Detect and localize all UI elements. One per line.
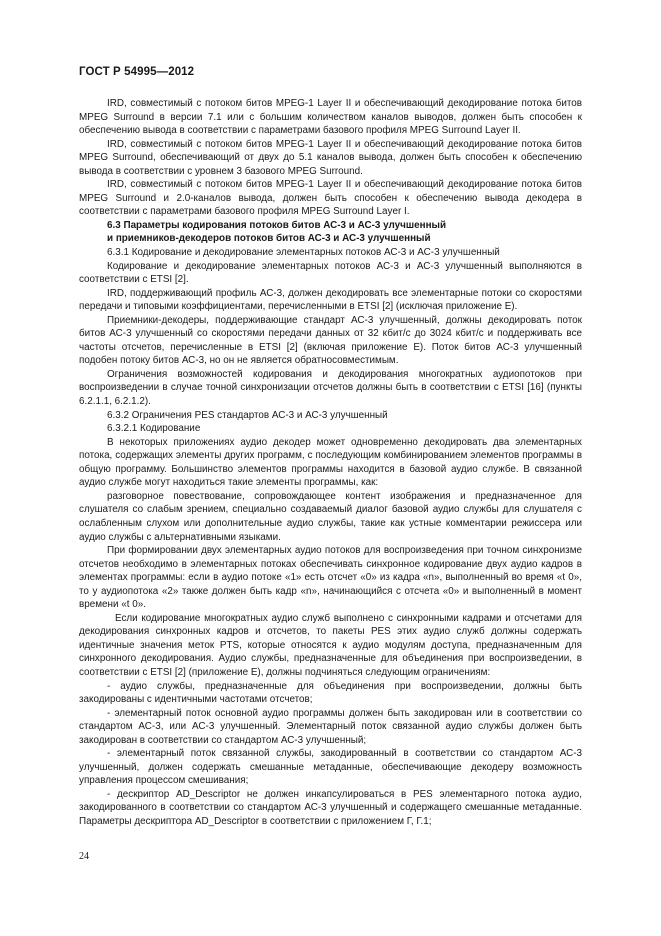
list-item: - дескриптор AD_Descriptor не должен инкапсулироваться в PES элементарного потока аудио, закодированного в соответствии со стандартом АС-3 улучшенный и содержащего смешанные метаданные. Параметры дескриптора AD_Descriptor в соответствии с приложением Г, Г.1;: [79, 788, 582, 827]
section-heading: 6.3 Параметры кодирования потоков битов АС-3 и АС-3 улучшенный: [107, 219, 447, 231]
paragraph: Ограничения возможностей кодирования и декодирования многократных аудиопотоков при воспроизведении в случае точной синхронизации отсчетов должны быть в соответствии с ETSI [16] (пункты 6.2.1.1, 6.2.1.2).: [79, 368, 582, 408]
paragraph: При формировании двух элементарных аудио потоков для воспроизведения при точном синхронизме отсчетов необходимо в элементарных потоках обеспечивать синхронное кодирование двух аудио кадров в элементах программы: если в аудио потоке «1» есть отсчет «0» из кадра «n», выполненный во время «t 0», то у аудиопотока «2» также должен быть кадр «n», начинающийся с отсчета «0» и выполненный в момент времени «t 0».: [79, 545, 582, 611]
paragraph: Приемники-декодеры, поддерживающие стандарт АС-3 улучшенный, должны декодировать поток битов АС-3 улучшенный со скоростями передачи данных от 32 кбит/с до 3024 кбит/с и поддерживать все частоты отсчетов, перечисленные в ETSI [2] (включая приложение Е). Поток битов АС-3 улучшенный подобен потоку битов АС-3, но он не является обратносовместимым.: [79, 314, 582, 367]
paragraph: IRD, совместимый с потоком битов MPEG-1 Layer II и обеспечивающий декодирование потока битов MPEG Surround в версии 7.1 или с большим количеством каналов выводов, должен быть способен к обеспечению вывода в соответствии с параметрами базового профиля MPEG Surround Layer II.: [79, 98, 582, 137]
paragraph: IRD, совместимый с потоком битов MPEG-1 Layer II и обеспечивающий декодирование потока битов MPEG Surround и 2.0-каналов вывода, должен быть способен к обеспечению вывода декодера в соответствии с параметрами базового профиля MPEG Surround Layer I.: [79, 179, 582, 218]
paragraph: Если кодирование многократных аудио служб выполнено с синхронными кадрами и отсчетами для декодирования синхронных кадров и отсчетов, то пакеты PES этих аудио служб должны содержать идентичные значения меток PTS, которые относятся к аудио модулям доступа, предназначенным для синхронного декодирования. Аудио службы, предназначенные для объединения при воспроизведении, в соответствии с ETSI [2] (приложение Е), должны подчиняться следующим ограничениям:: [79, 612, 582, 678]
document-header: ГОСТ Р 54995—2012: [79, 66, 195, 78]
paragraph: В некоторых приложениях аудио декодер может одновременно декодировать два элементарных потока, содержащих элементы других программ, с последующим комбинированием элементов программы в общую программу. Большинство элементов программы находится в базовой аудио службе. В связанной аудио службе могут находиться такие элементы программы, как:: [79, 436, 582, 489]
paragraph: Кодирование и декодирование элементарных потоков АС-3 и АС-3 улучшенный выполняются в соответствии с ETSI [2].: [79, 260, 582, 286]
document-body: [79, 97, 582, 829]
subsection-heading: 6.3.1 Кодирование и декодирование элементарных потоков АС-3 и АС-3 улучшенный: [107, 247, 500, 259]
list-item: - аудио службы, предназначенные для объединения при воспроизведении, должны быть закодированы с идентичными частотами отсчетов;: [79, 680, 582, 706]
paragraph: IRD, совместимый с потоком битов MPEG-1 Layer II и обеспечивающий декодирование потока битов MPEG Surround, обеспечивающий от двух до 5.1 каналов вывода, должен быть способен к обеспечению вывода в соответствии с уровнем 3 базового MPEG Surround.: [79, 138, 582, 177]
section-heading-continued: и приемников-декодеров потоков битов АС-3 и АС-3 улучшенный: [107, 233, 431, 245]
paragraph: IRD, поддерживающий профиль АС-3, должен декодировать все элементарные потоки со скоростями передачи и типовыми коэффициентами, перечисленными в ETSI [2] (исключая приложение Е).: [79, 287, 582, 313]
subsection-heading: 6.3.2 Ограничения PES стандартов АС-3 и АС-3 улучшенный: [107, 409, 388, 421]
paragraph: разговорное повествование, сопровождающее контент изображения и предназначенное для слушателя со слабым зрением, специально создаваемый диалог базовой аудио службы для слушателя с ослабленным слухом или дополнительные аудио службы, такие как устные комментарии режиссера или аудио службы с альтернативными языками.: [79, 490, 582, 543]
list-item: - элементарный поток связанной службы, закодированный в соответствии со стандартом АС-3 улучшенный, должен содержать смешанные метаданные, обеспечивающие декодеру возможность управления процессом смешивания;: [79, 748, 582, 787]
page-number: 24: [79, 851, 89, 862]
subsection-heading: 6.3.2.1 Кодирование: [107, 423, 201, 435]
list-item: - элементарный поток основной аудио программы должен быть закодирован или в соответствии со стандартом АС-3, или АС-3 улучшенный. Элементарный поток связанной аудио службы должен быть закодирован в соответствии со стандартом АС-3 улучшенный;: [79, 707, 582, 746]
